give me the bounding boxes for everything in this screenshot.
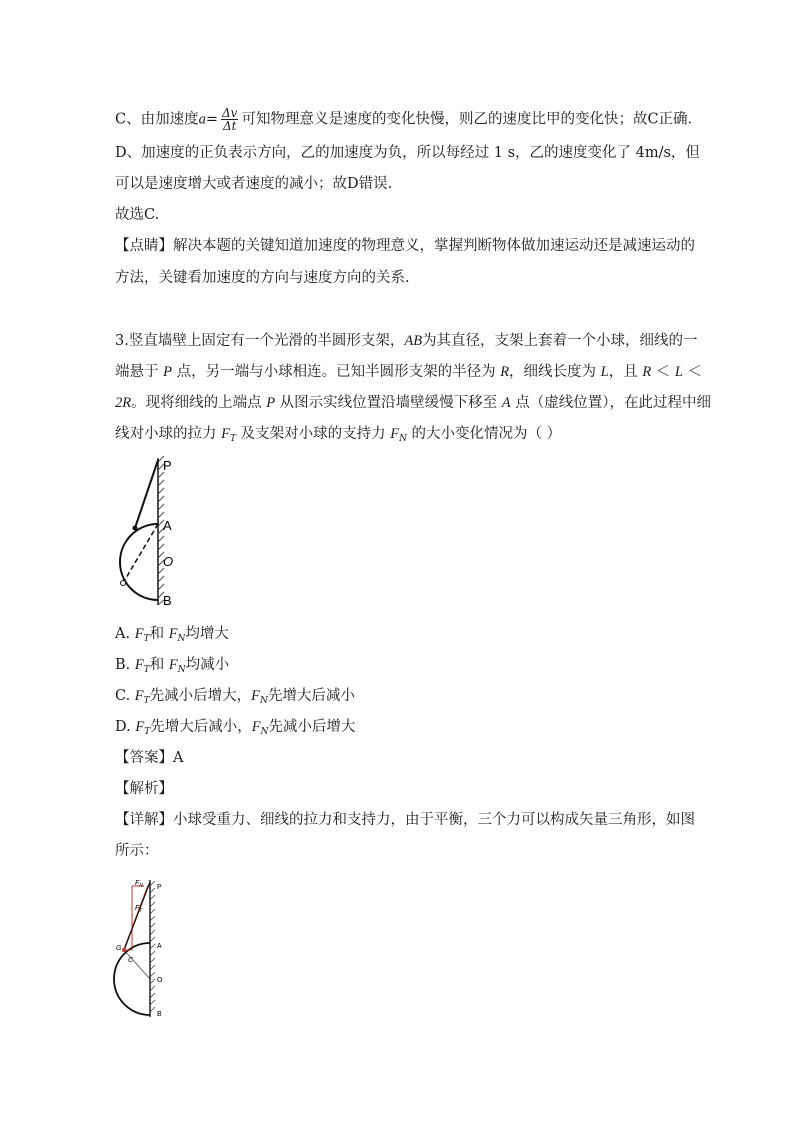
q-var-ft: F (221, 426, 230, 442)
ball (122, 948, 126, 952)
label-g: G (116, 945, 122, 952)
option-var: F (168, 626, 178, 642)
option-label: B. (115, 657, 135, 673)
option-text: 先减小后增大 (268, 719, 356, 735)
q-var-p: P (163, 364, 172, 380)
question-line-1 (115, 331, 698, 351)
thread-line (124, 882, 150, 950)
option-text: 和 (149, 626, 169, 642)
detail-line-1: 【详解】小球受重力、细线的拉力和支持力，由于平衡，三个力可以构成矢量三角形，如图 (115, 812, 695, 828)
ball-dashed-position (121, 581, 126, 586)
label-fn: $F_N$ (135, 880, 143, 889)
option-text: 先减小后增大， (149, 688, 252, 704)
q-lt: ＜ (651, 364, 675, 380)
option-sub: N (177, 634, 186, 644)
question-line-4 (115, 424, 561, 449)
thread-dashed (123, 524, 158, 583)
option-sub: N (260, 727, 269, 737)
equals-sign: = (205, 111, 219, 128)
option-label: A. (115, 626, 135, 642)
question-line-2 (115, 362, 702, 382)
option-text: 先增大后减小 (267, 688, 355, 704)
option-sub: T (143, 665, 150, 675)
semicircle-support (114, 943, 150, 1015)
option-text: 先增大后减小， (150, 719, 252, 735)
option-var: F (134, 688, 144, 704)
analysis-title: 【解析】 (115, 781, 173, 797)
q-text: ，细线长度为 (509, 364, 601, 380)
option-var: F (134, 626, 144, 642)
option-a (115, 624, 229, 649)
option-c (115, 686, 355, 711)
option-sub: T (143, 634, 150, 644)
label-p: P (157, 884, 162, 891)
accel-symbol: a (198, 111, 206, 128)
comment-line-2: 方法，关键看加速度的方向与速度方向的关系. (115, 270, 410, 286)
q-var-r: R (642, 364, 652, 380)
q-text: 线对小球的拉力 (115, 426, 222, 442)
q-text: 及支架对小球的支持力 (235, 426, 391, 442)
radius-line (124, 950, 150, 979)
q-text: 从图示实线位置沿墙壁缓慢下移至 (275, 395, 502, 411)
q-text: 。现将细线的上端点 (131, 395, 267, 411)
option-var: F (168, 657, 178, 673)
option-sub: T (144, 727, 151, 737)
q-text: ，且 (608, 364, 643, 380)
q-var-ab: AB (404, 333, 423, 349)
solution-c-line (115, 107, 692, 132)
option-sub: N (177, 665, 186, 675)
q-var-l: L (600, 364, 609, 380)
q-var-2r: 2R (115, 395, 132, 411)
q-text: 为其直径，支架上套着一个小球，细线的一 (422, 333, 698, 349)
option-var: F (251, 688, 261, 704)
figure-force-triangle (108, 872, 178, 1022)
option-sub: N (260, 696, 268, 706)
question-line-3 (115, 393, 711, 413)
label-a: A (157, 943, 162, 950)
ball-solid-position (133, 526, 138, 531)
solution-d-line-2: 可以是速度增大或者速度的减小；故D错误. (115, 176, 393, 192)
solution-d-line-1: D、加速度的正负表示方向，乙的加速度为负，所以每经过 1 s，乙的速度变化了 4m/s，但 (115, 145, 700, 161)
option-sub: T (143, 696, 150, 706)
label-a: A (163, 518, 172, 533)
q-var-a: A (501, 395, 511, 411)
option-text: 均减小 (185, 657, 230, 673)
option-var: F (134, 657, 144, 673)
q-var-p: P (266, 395, 276, 411)
figure-semicircle-support (110, 450, 200, 610)
option-text: 均增大 (185, 626, 229, 642)
label-b: B (157, 1011, 162, 1018)
q-text: 点，另一端与小球相连。已知半圆形支架的半径为 (171, 364, 501, 380)
label-o: O (163, 554, 174, 569)
solution-c-text-1: C、由加速度 (115, 111, 199, 128)
solution-c-text-2: 可知物理意义是速度的变化快慢，则乙的速度比甲的变化快；故C正确. (241, 111, 693, 128)
q-sub-t: T (229, 434, 236, 444)
q-sub-n: N (399, 434, 407, 444)
detail-line-2: 所示： (115, 843, 159, 859)
label-c: C (128, 957, 134, 964)
q-text: 的大小变化情况为（ ） (406, 426, 562, 442)
label-o: O (157, 977, 163, 984)
option-text: 和 (149, 657, 169, 673)
semicircle-support (120, 524, 158, 600)
option-label: D. (115, 719, 136, 735)
solution-choice: 故选C. (115, 207, 160, 223)
option-d (115, 717, 355, 742)
thread-solid (135, 460, 158, 528)
accel-fraction (221, 107, 238, 132)
q-var-l: L (674, 364, 683, 380)
q-text: 端悬于 (115, 364, 164, 380)
label-p: P (163, 458, 172, 473)
label-b: B (163, 593, 172, 608)
q-var-fn: F (390, 426, 400, 442)
option-label: C. (115, 688, 135, 704)
q-var-r: R (500, 364, 510, 380)
fraction-numerator: Δv (222, 106, 238, 120)
option-var: F (135, 719, 145, 735)
q-text: 点（虚线位置），在此过程中细 (510, 395, 712, 411)
comment-line-1: 【点睛】解决本题的关键知道加速度的物理意义，掌握判断物体做加速运动还是减速运动的 (115, 238, 695, 254)
option-b (115, 655, 229, 680)
fraction-denominator: Δt (222, 119, 237, 133)
label-ft: $F_T$ (135, 905, 143, 914)
q-text: 3.竖直墙壁上固定有一个光滑的半圆形支架， (115, 333, 405, 349)
option-var: F (251, 719, 261, 735)
q-lt: ＜ (683, 364, 703, 380)
answer-line: 【答案】A (115, 750, 184, 766)
